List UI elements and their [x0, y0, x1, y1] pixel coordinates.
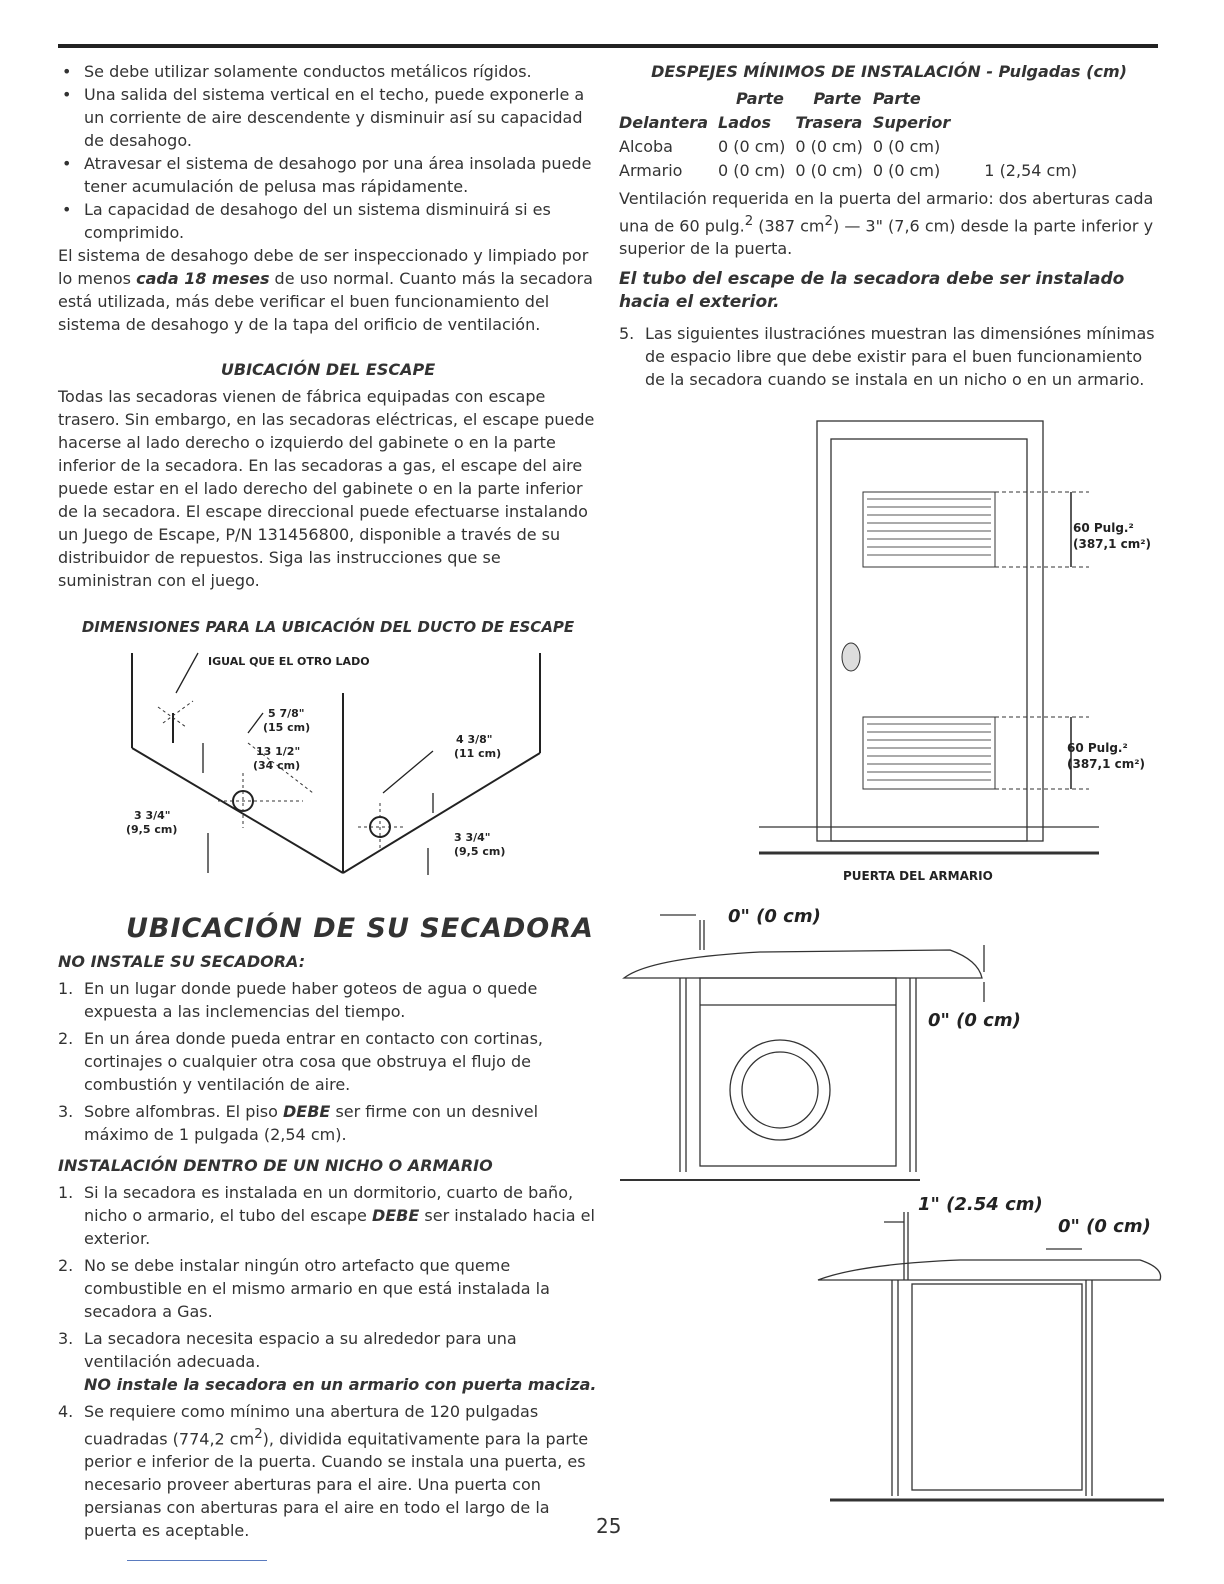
list-item: 3. La secadora necesita espacio a su alrededor para una ventilación adecuada. NO instale la secadora en un armario con puerta maciza. — [58, 1329, 597, 1394]
dims-heading: DIMENSIONES PARA LA UBICACIÓN DEL DUCTO DE ESCAPE — [81, 618, 575, 636]
left-column — [58, 60, 598, 1546]
no-install-heading: NO INSTALE SU SECADORA: — [58, 952, 306, 971]
closet-side-clearance: 1" (2.54 cm) — [918, 1194, 1043, 1215]
closet-side-clearance: 0" (0 cm) — [1058, 1216, 1151, 1237]
exhaust-paragraph: Todas las secadoras vienen de fábrica equipadas con escape trasero. Sin embargo, en las secadoras eléctricas, el escape puede hacerse al lado derecho o izquierdo del gabinete o en la parte inferior de la secadora. En las secadoras a gas, el escape del aire puede estar en el lado derecho del gabinete o en la parte inferior de la secadora. El escape direccional puede efectuarse instalando un Juego de Escape, P/N 131456800, disponible a través de su distribuidor de repuestos. Siga las instrucciones que se suministran con el juego. — [58, 387, 595, 590]
dim-label: 4 3/8" — [456, 733, 493, 746]
footer-line — [127, 1560, 267, 1561]
exhaust-heading: UBICACIÓN DEL ESCAPE — [220, 360, 436, 379]
vent-size-label: 60 Pulg.² — [1067, 741, 1128, 756]
exhaust-dimension-diagram — [58, 643, 598, 883]
table-row: Alcoba 0 (0 cm) 0 (0 cm) 0 (0 cm) — [619, 137, 941, 156]
list-item: 1. En un lugar donde puede haber goteos de agua o quede expuesta a las inclemencias del tiempo. — [58, 979, 538, 1021]
top-louver-vent — [863, 492, 995, 567]
clearance-heading: DESPEJES MÍNIMOS DE INSTALACIÓN - Pulgadas (cm) — [651, 62, 1127, 81]
dim-label: (9,5 cm) — [454, 845, 506, 858]
no-install-list — [58, 977, 598, 1146]
alcove-top-clearance: 0" (0 cm) — [728, 906, 821, 927]
niche-heading: INSTALACIÓN DENTRO DE UN NICHO O ARMARIO — [58, 1156, 493, 1175]
clearance-table — [619, 87, 1087, 183]
section-title: UBICACIÓN DE SU SECADORA — [126, 913, 594, 944]
same-side-label: IGUAL QUE EL OTRO LADO — [208, 655, 370, 668]
exterior-note: El tubo del escape de la secadora debe ser instalado hacia el exterior. — [619, 269, 1125, 313]
inspection-paragraph: El sistema de desahogo debe de ser inspeccionado y limpiado por lo menos cada 18 meses de uso normal. Cuanto más la secadora está utilizada, más debe verificar el buen funcionamiento del sistema de desahogo y de la tapa del orificio de ventilación. — [58, 246, 593, 334]
illustration-list — [619, 322, 1159, 391]
table-row: Armario 0 (0 cm) 0 (0 cm) 0 (0 cm) 1 (2,54 cm) — [619, 161, 1078, 180]
dim-label: (34 cm) — [253, 759, 301, 772]
table-header-row: Delantera Lados Trasera Superior — [619, 113, 951, 132]
niche-list — [58, 1181, 598, 1542]
page-number: 25 — [596, 1514, 622, 1538]
list-item: 4. Se requiere como mínimo una abertura de 120 pulgadas cuadradas (774,2 $cm^2$), dividida equitativamente para la parte perior e inferior de la puerta. Cuando se instala una puerta, es necesario proveer aberturas para el aire. Una puerta con persianas con aberturas para el aire en todo el largo de la puerta es aceptable. — [58, 1402, 589, 1541]
right-column — [619, 60, 1159, 907]
table-header-row: Parte Parte Parte — [736, 89, 921, 108]
dim-label: 13 1/2" — [256, 745, 301, 758]
list-item: 2. En un área donde pueda entrar en contacto con cortinas, cortinajes o cualquier otra cosa que obstruya el flujo de combustión y ventilación de aire. — [58, 1029, 544, 1094]
list-item: 2. No se debe instalar ningún otro artefacto que queme combustible en el mismo armario en que está instalada la secadora a Gas. — [58, 1256, 550, 1321]
dim-label: (11 cm) — [454, 747, 502, 760]
door-caption: PUERTA DEL ARMARIO — [843, 869, 993, 884]
closet-door-diagram — [619, 417, 1159, 907]
dim-label: 3 3/4" — [454, 831, 491, 844]
vent-size-label: 60 Pulg.² — [1073, 521, 1134, 536]
bullet-item: • Atravesar el sistema de desahogo por una área insolada puede tener acumulación de pelusa mas rápidamente. — [58, 152, 598, 198]
dim-label: (15 cm) — [263, 721, 311, 734]
alcove-side-clearance: 0" (0 cm) — [928, 1010, 1021, 1031]
dim-label: (9,5 cm) — [126, 823, 178, 836]
bullet-item: • Se debe utilizar solamente conductos metálicos rígidos. — [58, 60, 598, 83]
vent-paragraph: Ventilación requerida en la puerta del armario: dos aberturas cada una de 60 pulg.$^2$ (387 $cm^2$) — 3" (7,6 cm) desde la parte inferior y superior de la puerta. — [619, 189, 1154, 259]
duct-bullets — [58, 60, 598, 244]
list-item: 5. Las siguientes ilustraciónes muestran las dimensiónes mínimas de espacio libre que debe existir para el buen funcionamiento de la secadora cuando se instala en un nicho o en un armario. — [619, 324, 1155, 390]
bullet-item: • Una salida del sistema vertical en el techo, puede exponerle a un corriente de aire descendente y disminuir así su capacidad de desahogo. — [58, 83, 598, 152]
top-rule — [58, 44, 1158, 48]
closet-dryer-diagram — [800, 1192, 1164, 1510]
dim-label: 3 3/4" — [134, 809, 171, 822]
dim-label: 5 7/8" — [268, 707, 305, 720]
alcove-dryer-diagram — [620, 890, 1021, 1190]
door-knob — [842, 643, 860, 671]
bottom-louver-vent — [863, 717, 995, 789]
list-item: 1. Si la secadora es instalada en un dormitorio, cuarto de baño, nicho o armario, el tubo del escape DEBE ser instalado hacia el exterior. — [58, 1183, 595, 1248]
bullet-item: • La capacidad de desahogo del un sistema disminuirá si es comprimido. — [58, 198, 598, 244]
vent-size-label: (387,1 cm²) — [1067, 757, 1145, 772]
vent-size-label: (387,1 cm²) — [1073, 537, 1151, 552]
list-item: 3. Sobre alfombras. El piso DEBE ser firme con un desnivel máximo de 1 pulgada (2,54 cm). — [58, 1102, 539, 1144]
